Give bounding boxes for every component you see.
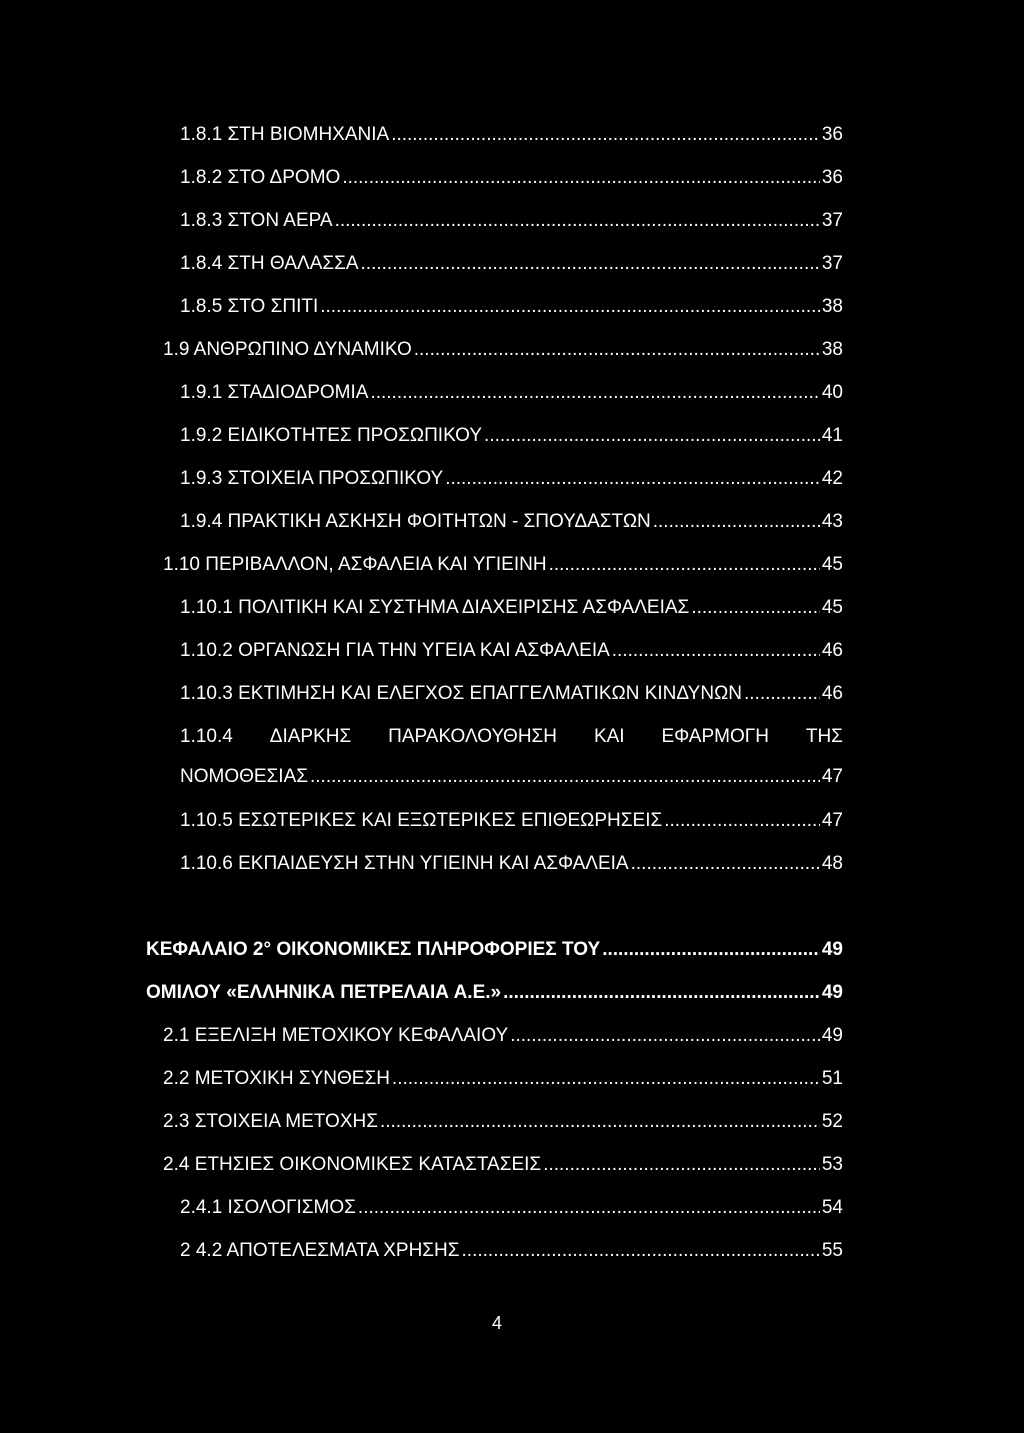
toc-leader-dots xyxy=(361,251,820,277)
toc-leader-dots xyxy=(380,1109,820,1135)
toc-entry-page: 47 xyxy=(821,766,843,787)
toc-entry[interactable] xyxy=(180,208,843,234)
toc-entry-page: 36 xyxy=(821,167,843,188)
toc-entry[interactable] xyxy=(180,1195,843,1221)
toc-word: ΤΗΣ xyxy=(805,726,843,747)
toc-entry-page: 51 xyxy=(821,1068,843,1089)
toc-entry-justified-line[interactable] xyxy=(180,724,843,750)
toc-entry-label: 2.4.1 ΙΣΟΛΟΓΙΣΜΟΣ xyxy=(180,1197,356,1218)
toc-entry-label: 1.8.5 ΣΤΟ ΣΠΙΤΙ xyxy=(180,296,319,317)
toc-entry[interactable] xyxy=(180,509,843,535)
toc-entry-chapter[interactable] xyxy=(146,980,843,1006)
toc-entry[interactable] xyxy=(180,764,843,790)
toc-entry-label: 1.9.3 ΣΤΟΙΧΕΙΑ ΠΡΟΣΩΠΙΚΟΥ xyxy=(180,468,444,489)
toc-leader-dots xyxy=(612,638,820,664)
toc-leader-dots xyxy=(320,294,820,320)
toc-entry-chapter[interactable] xyxy=(146,937,843,963)
toc-word: ΔΙΑΡΚΗΣ xyxy=(269,726,352,747)
toc-leader-dots xyxy=(691,595,820,621)
toc-entry[interactable] xyxy=(180,294,843,320)
toc-entry-page: 41 xyxy=(821,425,843,446)
toc-entry-label: 2.2 ΜΕΤΟΧΙΚΗ ΣΥΝΘΕΣΗ xyxy=(163,1068,390,1089)
toc-entry-label: 2 4.2 ΑΠΟΤΕΛΕΣΜΑΤΑ ΧΡΗΣΗΣ xyxy=(180,1240,460,1261)
toc-word: ΠΑΡΑΚΟΛΟΥΘΗΣΗ xyxy=(388,726,558,747)
toc-leader-dots xyxy=(664,808,820,834)
toc-leader-dots xyxy=(543,1152,820,1178)
toc-word: ΚΑΙ xyxy=(593,726,625,747)
toc-entry-label: 1.9 ΑΝΘΡΩΠΙΝΟ ΔΥΝΑΜΙΚΟ xyxy=(163,339,412,360)
toc-leader-dots xyxy=(653,509,820,535)
toc-leader-dots xyxy=(602,937,820,963)
toc-leader-dots xyxy=(414,337,820,363)
toc-entry[interactable] xyxy=(163,1066,843,1092)
toc-entry-label: 1.10.3 ΕΚΤΙΜΗΣΗ ΚΑΙ ΕΛΕΓΧΟΣ ΕΠΑΓΓΕΛΜΑΤΙΚΩΝ ΚΙΝΔΥΝΩΝ xyxy=(180,683,742,704)
toc-entry[interactable] xyxy=(180,122,843,148)
toc-entry-page: 47 xyxy=(821,810,843,831)
toc-entry-label: 1.10.1 ΠΟΛΙΤΙΚΗ ΚΑΙ ΣΥΣΤΗΜΑ ΔΙΑΧΕΙΡΙΣΗΣ ΑΣΦΑΛΕΙΑΣ xyxy=(180,597,690,618)
toc-entry[interactable] xyxy=(180,638,843,664)
toc-entry[interactable] xyxy=(163,552,843,578)
toc-leader-dots xyxy=(503,980,820,1006)
toc-entry[interactable] xyxy=(180,595,843,621)
toc-entry[interactable] xyxy=(163,1023,843,1049)
toc-entry-label: 1.8.1 ΣΤΗ ΒΙΟΜΗΧΑΝΙΑ xyxy=(180,124,390,145)
toc-leader-dots xyxy=(391,122,820,148)
toc-entry[interactable] xyxy=(180,251,843,277)
toc-entry[interactable] xyxy=(180,423,843,449)
toc-entry-page: 45 xyxy=(821,554,843,575)
toc-leader-dots xyxy=(510,1023,820,1049)
toc-entry-page: 55 xyxy=(821,1240,843,1261)
toc-leader-dots xyxy=(631,851,820,877)
toc-entry-label: 1.10.2 ΟΡΓΑΝΩΣΗ ΓΙΑ ΤΗΝ ΥΓΕΙΑ ΚΑΙ ΑΣΦΑΛΕΙΑ xyxy=(180,640,610,661)
toc-entry-page: 49 xyxy=(821,982,843,1003)
toc-entry-label: 1.9.4 ΠΡΑΚΤΙΚΗ ΑΣΚΗΣΗ ΦΟΙΤΗΤΩΝ - ΣΠΟΥΔΑΣΤΩΝ xyxy=(180,511,651,532)
toc-entry-label: 1.10.5 ΕΣΩΤΕΡΙΚΕΣ ΚΑΙ ΕΞΩΤΕΡΙΚΕΣ ΕΠΙΘΕΩΡΗΣΕΙΣ xyxy=(180,810,663,831)
toc-entry-page: 53 xyxy=(821,1154,843,1175)
toc-leader-dots xyxy=(744,681,820,707)
toc-leader-dots xyxy=(445,466,820,492)
page-number: 4 xyxy=(491,1313,502,1333)
toc-entry-label: ΚΕΦΑΛΑΙΟ 2° ΟΙΚΟΝΟΜΙΚΕΣ ΠΛΗΡΟΦΟΡΙΕΣ ΤΟΥ xyxy=(146,939,601,960)
toc-entry[interactable] xyxy=(180,851,843,877)
toc-leader-dots xyxy=(358,1195,820,1221)
toc-entry[interactable] xyxy=(180,165,843,191)
toc-entry-page: 54 xyxy=(821,1197,843,1218)
toc-leader-dots xyxy=(370,380,819,406)
toc-leader-dots xyxy=(342,165,820,191)
toc-leader-dots xyxy=(484,423,820,449)
toc-entry-label: ΟΜΙΛΟΥ «ΕΛΛΗΝΙΚΑ ΠΕΤΡΕΛΑΙΑ Α.Ε.» xyxy=(146,982,502,1003)
toc-entry-label: 1.9.1 ΣΤΑΔΙΟΔΡΟΜΙΑ xyxy=(180,382,369,403)
toc-entry-label: 1.9.2 ΕΙΔΙΚΟΤΗΤΕΣ ΠΡΟΣΩΠΙΚΟΥ xyxy=(180,425,483,446)
toc-entry-page: 40 xyxy=(821,382,843,403)
toc-entry[interactable] xyxy=(180,681,843,707)
toc-word: 1.10.4 xyxy=(180,726,233,747)
toc-entry-label: 1.10 ΠΕΡΙΒΑΛΛΟΝ, ΑΣΦΑΛΕΙΑ ΚΑΙ ΥΓΙΕΙΝΗ xyxy=(163,554,547,575)
toc-leader-dots xyxy=(310,764,820,790)
toc-entry-label: 2.4 ΕΤΗΣΙΕΣ ΟΙΚΟΝΟΜΙΚΕΣ ΚΑΤΑΣΤΑΣΕΙΣ xyxy=(163,1154,542,1175)
toc-entry-page: 38 xyxy=(821,339,843,360)
toc-entry-page: 49 xyxy=(821,1025,843,1046)
toc-entry-page: 52 xyxy=(821,1111,843,1132)
toc-entry-page: 37 xyxy=(821,253,843,274)
toc-entry[interactable] xyxy=(180,466,843,492)
toc-entry[interactable] xyxy=(163,337,843,363)
toc-entry-page: 43 xyxy=(821,511,843,532)
toc-entry-label: 1.8.3 ΣΤΟΝ ΑΕΡΑ xyxy=(180,210,333,231)
toc-entry-page: 38 xyxy=(821,296,843,317)
toc-entry-page: 48 xyxy=(821,853,843,874)
toc-entry-label: 1.8.4 ΣΤΗ ΘΑΛΑΣΣΑ xyxy=(180,253,359,274)
toc-entry-label: 2.1 ΕΞΕΛΙΞΗ ΜΕΤΟΧΙΚΟΥ ΚΕΦΑΛΑΙΟΥ xyxy=(163,1025,509,1046)
toc-entry-label: 2.3 ΣΤΟΙΧΕΙΑ ΜΕΤΟΧΗΣ xyxy=(163,1111,378,1132)
toc-entry-page: 46 xyxy=(821,683,843,704)
toc-entry[interactable] xyxy=(180,808,843,834)
toc-entry-label: 1.8.2 ΣΤΟ ΔΡΟΜΟ xyxy=(180,167,341,188)
toc-leader-dots xyxy=(392,1066,820,1092)
toc-entry-page: 37 xyxy=(821,210,843,231)
toc-leader-dots xyxy=(335,208,820,234)
toc-entry-page: 45 xyxy=(821,597,843,618)
toc-word: ΕΦΑΡΜΟΓΗ xyxy=(661,726,769,747)
toc-entry[interactable] xyxy=(180,380,843,406)
toc-entry-page: 49 xyxy=(821,939,843,960)
toc-entry-page: 36 xyxy=(821,124,843,145)
toc-entry-page: 42 xyxy=(821,468,843,489)
toc-entry-page: 46 xyxy=(821,640,843,661)
toc-entry[interactable] xyxy=(163,1152,843,1178)
toc-entry-label: 1.10.6 ΕΚΠΑΙΔΕΥΣΗ ΣΤΗΝ ΥΓΙΕΙΝΗ ΚΑΙ ΑΣΦΑΛΕΙΑ xyxy=(180,853,629,874)
toc-entry-label: ΝΟΜΟΘΕΣΙΑΣ xyxy=(180,766,308,787)
toc-entry[interactable] xyxy=(180,1238,843,1264)
toc-leader-dots xyxy=(462,1238,820,1264)
toc-leader-dots xyxy=(549,552,820,578)
toc-entry[interactable] xyxy=(163,1109,843,1135)
